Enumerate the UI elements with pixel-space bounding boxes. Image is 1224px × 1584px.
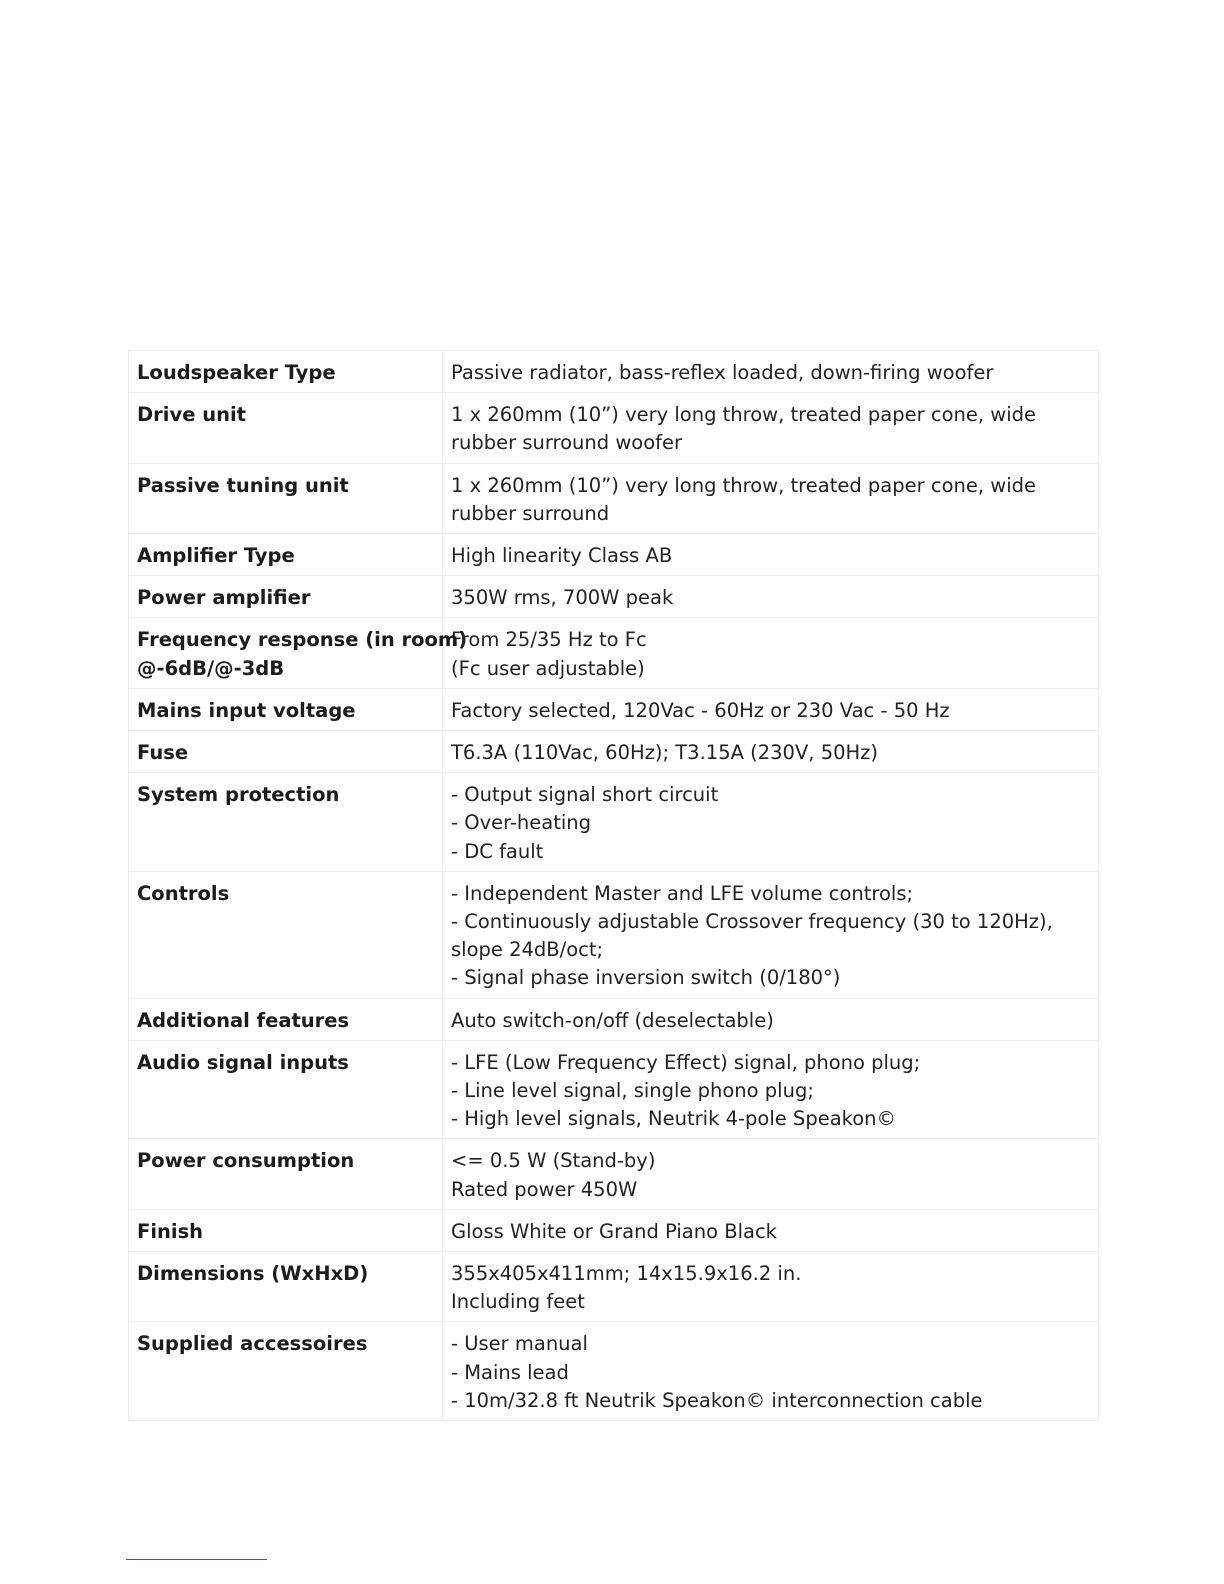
- spec-label: [129, 1322, 443, 1421]
- spec-value-line: 1 x 260mm (10”) very long throw, treated paper cone, wide: [451, 403, 1036, 427]
- spec-label: [129, 393, 443, 463]
- spec-value-line: 350W rms, 700W peak: [451, 586, 674, 610]
- spec-label-line: Dimensions (WxHxD): [137, 1262, 369, 1286]
- spec-row: [129, 618, 1099, 688]
- spec-value-line: rubber surround: [451, 501, 610, 525]
- spec-label: [129, 1139, 443, 1209]
- spec-label-line: Additional features: [137, 1008, 350, 1032]
- spec-label: [129, 773, 443, 872]
- spec-label-line: Audio signal inputs: [137, 1050, 349, 1074]
- spec-row: [129, 463, 1099, 533]
- spec-label: [129, 1209, 443, 1251]
- spec-value-line: - Signal phase inversion switch (0/180°): [451, 966, 841, 990]
- spec-row: [129, 871, 1099, 998]
- spec-value: [443, 773, 1099, 872]
- spec-value-line: - Over-heating: [451, 811, 592, 835]
- spec-row: [129, 576, 1099, 618]
- spec-label-line: Power amplifier: [137, 586, 311, 610]
- spec-value: [443, 576, 1099, 618]
- spec-value-line: (Fc user adjustable): [451, 656, 645, 680]
- spec-value-line: Gloss White or Grand Piano Black: [451, 1219, 777, 1243]
- spec-table: [128, 350, 1099, 1421]
- spec-value-line: T6.3A (110Vac, 60Hz); T3.15A (230V, 50Hz): [451, 741, 879, 765]
- spec-value: [443, 731, 1099, 773]
- spec-row: [129, 351, 1099, 393]
- spec-value: [443, 688, 1099, 730]
- spec-row: [129, 1040, 1099, 1139]
- spec-label-line: Mains input voltage: [137, 698, 356, 722]
- spec-row: [129, 1139, 1099, 1209]
- spec-row: [129, 688, 1099, 730]
- spec-row: [129, 998, 1099, 1040]
- spec-row: [129, 1209, 1099, 1251]
- spec-value: [443, 463, 1099, 533]
- spec-value: [443, 1252, 1099, 1322]
- spec-value-line: - High level signals, Neutrik 4-pole Speakon©: [451, 1107, 897, 1131]
- spec-value-line: - Independent Master and LFE volume controls;: [451, 881, 914, 905]
- spec-value-line: - User manual: [451, 1332, 588, 1356]
- spec-value-line: High linearity Class AB: [451, 544, 673, 568]
- spec-value-line: Factory selected, 120Vac - 60Hz or 230 Vac - 50 Hz: [451, 698, 950, 722]
- spec-row: [129, 731, 1099, 773]
- spec-row: [129, 393, 1099, 463]
- spec-value: [443, 618, 1099, 688]
- spec-label-line: Fuse: [137, 741, 189, 765]
- spec-value-line: rubber surround woofer: [451, 431, 683, 455]
- spec-label-line: Loudspeaker Type: [137, 361, 336, 384]
- spec-label: [129, 463, 443, 533]
- spec-value: [443, 534, 1099, 576]
- footnote-separator: [126, 1559, 267, 1560]
- spec-value-line: Passive radiator, bass-reflex loaded, down-firing woofer: [451, 361, 994, 384]
- spec-label-line: Drive unit: [137, 403, 246, 427]
- spec-label: [129, 534, 443, 576]
- spec-label-line: Amplifier Type: [137, 544, 295, 568]
- spec-value-line: Auto switch-on/off (deselectable): [451, 1008, 774, 1032]
- spec-row: [129, 1322, 1099, 1421]
- spec-value: [443, 1209, 1099, 1251]
- spec-label-line: @-6dB/@-3dB: [137, 656, 285, 680]
- spec-value-line: - Line level signal, single phono plug;: [451, 1079, 814, 1103]
- spec-label-line: Frequency response (in room): [137, 628, 468, 652]
- spec-value: [443, 1322, 1099, 1421]
- spec-value-line: 355x405x411mm; 14x15.9x16.2 in.: [451, 1262, 802, 1286]
- spec-value-line: From 25/35 Hz to Fc: [451, 628, 647, 652]
- spec-label: [129, 618, 468, 688]
- spec-value-line: - Output signal short circuit: [451, 783, 719, 807]
- spec-row: [129, 1252, 1099, 1322]
- spec-value-line: - DC fault: [451, 839, 544, 863]
- spec-value: [443, 1139, 1099, 1209]
- spec-value: [443, 871, 1099, 998]
- spec-value-line: Rated power 450W: [451, 1177, 638, 1201]
- spec-label-line: System protection: [137, 783, 340, 807]
- spec-row: [129, 773, 1099, 872]
- spec-value-line: - LFE (Low Frequency Effect) signal, phono plug;: [451, 1050, 921, 1074]
- spec-label-line: Controls: [137, 881, 230, 905]
- spec-value: [443, 998, 1099, 1040]
- spec-value-line: 1 x 260mm (10”) very long throw, treated paper cone, wide: [451, 473, 1036, 497]
- spec-label: [129, 576, 443, 618]
- spec-label: [129, 351, 443, 393]
- spec-label-line: Finish: [137, 1219, 204, 1243]
- spec-row: [129, 534, 1099, 576]
- spec-label: [129, 1040, 443, 1139]
- spec-value-line: Including feet: [451, 1290, 585, 1314]
- spec-value: [443, 351, 1099, 393]
- spec-label: [129, 998, 443, 1040]
- spec-value-line: - Continuously adjustable Crossover frequency (30 to 120Hz),: [451, 910, 1053, 934]
- spec-label-line: Passive tuning unit: [137, 473, 349, 497]
- spec-value-line: - 10m/32.8 ft Neutrik Speakon© interconnection cable: [451, 1388, 983, 1412]
- spec-label: [129, 871, 443, 998]
- spec-label: [129, 1252, 443, 1322]
- spec-label-line: Power consumption: [137, 1149, 355, 1173]
- spec-value-line: slope 24dB/oct;: [451, 938, 604, 962]
- spec-value: [443, 393, 1099, 463]
- spec-value-line: - Mains lead: [451, 1360, 569, 1384]
- spec-label-line: Supplied accessoires: [137, 1332, 368, 1356]
- spec-label: [129, 731, 443, 773]
- spec-table-body: [129, 351, 1099, 1421]
- spec-label: [129, 688, 443, 730]
- spec-value-line: <= 0.5 W (Stand-by): [451, 1149, 656, 1173]
- spec-value: [443, 1040, 1099, 1139]
